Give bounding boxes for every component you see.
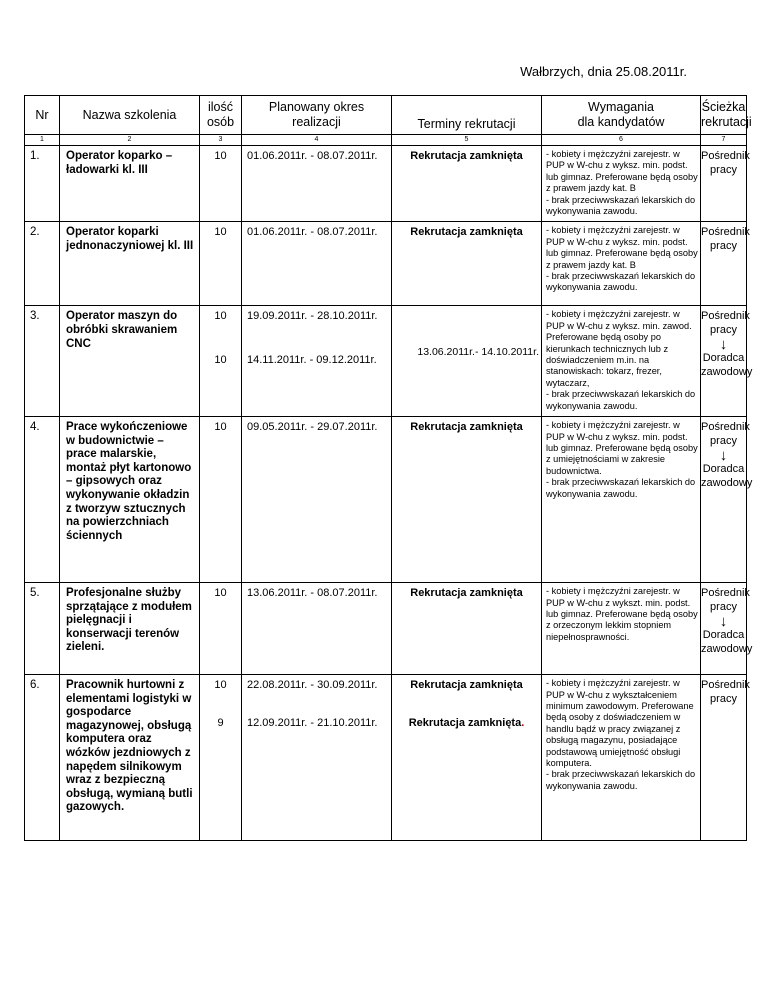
header-nr: Nr xyxy=(25,96,60,135)
document-date: Wałbrzych, dnia 25.08.2011r. xyxy=(520,64,687,79)
column-number: 2 xyxy=(60,135,200,146)
path-step: Doradca zawodowy xyxy=(701,352,753,378)
planned-period: 09.05.2011r. - 29.07.2011r. xyxy=(247,421,378,434)
recruitment-status: Rekrutacja zamknięta xyxy=(410,679,523,692)
recruitment-path xyxy=(701,417,753,490)
training-name: Operator koparki jednonaczyniowej kl. III xyxy=(66,226,194,253)
training-name-cell xyxy=(60,306,200,417)
recruitment-path-cell xyxy=(701,222,750,306)
row-number: 6. xyxy=(30,679,40,692)
column-number: 7 xyxy=(701,135,747,146)
row-number: 5. xyxy=(30,587,40,600)
header-requirements: Wymagania dla kandydatów xyxy=(542,96,701,135)
candidate-requirements: - kobiety i mężczyźni zarejestr. w PUP w W-chu z wyksz. min. podst. lub gimnaz. Preferowane będą osoby z prawem jazdy kat. B - brak przeciwwskazań lekarskich do wykonywania zawodu. xyxy=(546,225,698,293)
training-name-cell xyxy=(60,146,200,222)
table-row xyxy=(25,417,747,583)
path-step: Pośrednik pracy xyxy=(701,226,750,252)
path-step: Pośrednik pracy xyxy=(701,421,750,447)
training-name-cell xyxy=(60,583,200,675)
quantity-cell xyxy=(200,417,242,583)
header-row xyxy=(25,96,747,135)
recruitment-status: Rekrutacja zamknięta. xyxy=(408,717,525,730)
quantity-cell xyxy=(200,675,242,841)
column-number-row xyxy=(25,135,747,146)
candidate-requirements: - kobiety i mężczyźni zarejestr. w PUP w W-chu z wyksz. min. podst. lub gimnaz. Preferowane będą osoby z umiejętnościami w zakresie budownictwa. - brak przeciwwskazań lekarskich do wykonywania zawodu. xyxy=(546,420,698,499)
participants-count: 10 xyxy=(214,421,227,434)
row-number-cell xyxy=(25,306,60,417)
recruitment-status: Rekrutacja zamknięta xyxy=(410,421,523,434)
training-name: Prace wykończeniowe w budownictwie – prace malarskie, montaż płyt kartonowo – gipsowych oraz wykonywanie okładzin z tworzyw sztucznych na powierzchniach ściennych xyxy=(66,421,192,542)
participants-count: 10 xyxy=(214,587,227,600)
training-name-cell xyxy=(60,675,200,841)
path-step: Doradca zawodowy xyxy=(701,629,753,655)
arrow-down-icon: ↓ xyxy=(719,447,728,465)
training-name: Profesjonalne służby sprzątające z modułem pielęgnacji i konserwacji terenów zieleni. xyxy=(66,587,192,654)
path-step: Pośrednik pracy xyxy=(701,679,750,705)
arrow-down-icon: ↓ xyxy=(719,613,728,631)
arrow-down-icon: ↓ xyxy=(719,336,728,354)
recruitment-path-cell xyxy=(701,146,750,222)
participants-count: 9 xyxy=(217,717,224,730)
candidate-requirements: - kobiety i mężczyźni zarejestr. w PUP w W-chu z wyksz. min. zawod. Preferowane będą osoby po kierunkach technicznych lub z doświadczeniem m.in. na stanowiskach: tokarz, frezer, wytaczarz, - brak przeciwwskazań lekarskich do wykonywania zawodu. xyxy=(546,309,696,411)
requirements-cell xyxy=(542,146,701,222)
quantity-cell xyxy=(200,583,242,675)
requirements-cell xyxy=(542,417,701,583)
path-step: Pośrednik pracy xyxy=(701,150,750,176)
recruitment-status: 13.06.2011r.- 14.10.2011r. xyxy=(417,346,539,359)
recruitment-terms-cell xyxy=(392,146,542,222)
table-row xyxy=(25,675,747,841)
table-row xyxy=(25,222,747,306)
recruitment-terms-cell xyxy=(392,222,542,306)
period-cell xyxy=(242,583,392,675)
recruitment-path xyxy=(701,306,753,379)
requirements-cell xyxy=(542,222,701,306)
candidate-requirements: - kobiety i mężczyźni zarejestr. w PUP w W-chu z wykszt. min. podst. lub gimnaz. Preferowane będą osoby z orzeczonym lekkim stopniem niepełnosprawności. xyxy=(546,586,698,642)
requirements-cell xyxy=(542,675,701,841)
recruitment-terms-cell xyxy=(392,417,542,583)
planned-period: 12.09.2011r. - 21.10.2011r. xyxy=(247,717,378,730)
column-number: 5 xyxy=(392,135,542,146)
header-terms: Terminy rekrutacji xyxy=(392,96,542,135)
period-cell xyxy=(242,417,392,583)
participants-count: 10 xyxy=(214,226,227,239)
header-path: Ścieżka rekrutacji xyxy=(701,96,747,135)
column-number: 6 xyxy=(542,135,701,146)
table-row xyxy=(25,306,747,417)
path-step: Pośrednik pracy xyxy=(701,310,750,336)
table-row xyxy=(25,146,747,222)
row-number: 3. xyxy=(30,310,40,323)
period-cell xyxy=(242,146,392,222)
planned-period: 22.08.2011r. - 30.09.2011r. xyxy=(247,679,378,692)
training-name: Operator koparko – ładowarki kl. III xyxy=(66,150,173,176)
recruitment-path-cell xyxy=(701,675,750,841)
recruitment-terms-cell xyxy=(392,583,542,675)
row-number-cell xyxy=(25,417,60,583)
participants-count: 10 xyxy=(214,150,227,162)
recruitment-path-cell xyxy=(701,417,753,583)
recruitment-status: Rekrutacja zamknięta xyxy=(410,587,523,600)
planned-period: 19.09.2011r. - 28.10.2011r. xyxy=(247,310,378,323)
column-number: 1 xyxy=(25,135,60,146)
row-number-cell xyxy=(25,146,60,222)
recruitment-status: Rekrutacja zamknięta xyxy=(410,150,523,162)
participants-count: 10 xyxy=(214,354,227,367)
participants-count: 10 xyxy=(214,310,227,323)
quantity-cell xyxy=(200,222,242,306)
path-step: Pośrednik pracy xyxy=(701,587,750,613)
period-cell xyxy=(242,222,392,306)
header-qty: ilość osób xyxy=(200,96,242,135)
recruitment-status: Rekrutacja zamknięta xyxy=(410,226,523,239)
recruitment-path xyxy=(701,675,750,706)
requirements-cell xyxy=(542,306,701,417)
trailing-dot: . xyxy=(521,717,525,730)
planned-period: 01.06.2011r. - 08.07.2011r. xyxy=(247,150,378,162)
training-name-cell xyxy=(60,417,200,583)
recruitment-terms-cell xyxy=(392,306,542,417)
period-cell xyxy=(242,675,392,841)
planned-period: 14.11.2011r. - 09.12.2011r. xyxy=(247,354,377,367)
row-number-cell xyxy=(25,583,60,675)
candidate-requirements: - kobiety i mężczyźni zarejestr. w PUP w W-chu z wykształceniem minimum zawodowym. Preferowane będą osoby z doświadczeniem w handlu bądź w pracy związanej z obsługą magazynu, posiadające podstawową umiejętność obsługi komputera. - brak przeciwwskazań lekarskich do wykonywania zawodu. xyxy=(546,678,696,791)
row-number-cell xyxy=(25,675,60,841)
planned-period: 13.06.2011r. - 08.07.2011r. xyxy=(247,587,378,600)
training-table xyxy=(24,95,753,841)
row-number: 2. xyxy=(30,226,40,239)
candidate-requirements: - kobiety i mężczyźni zarejestr. w PUP w W-chu z wyksz. min. podst. lub gimnaz. Preferowane będą osoby z prawem jazdy kat. B - brak przeciwwskazań lekarskich do wykonywania zawodu. xyxy=(546,149,698,217)
recruitment-terms-cell xyxy=(392,675,542,841)
training-name-cell xyxy=(60,222,200,306)
recruitment-path xyxy=(701,583,753,656)
column-number: 3 xyxy=(200,135,242,146)
recruitment-path-cell xyxy=(701,306,753,417)
period-cell xyxy=(242,306,392,417)
header-period: Planowany okres realizacji xyxy=(242,96,392,135)
participants-count: 10 xyxy=(214,679,227,692)
quantity-cell xyxy=(200,146,242,222)
table-row xyxy=(25,583,747,675)
recruitment-path xyxy=(701,146,750,177)
training-name: Operator maszyn do obróbki skrawaniem CNC xyxy=(66,310,178,350)
row-number-cell xyxy=(25,222,60,306)
header-name: Nazwa szkolenia xyxy=(60,96,200,135)
quantity-cell xyxy=(200,306,242,417)
row-number: 4. xyxy=(30,421,40,434)
recruitment-path xyxy=(701,222,750,253)
requirements-cell xyxy=(542,583,701,675)
row-number: 1. xyxy=(30,150,40,162)
column-number: 4 xyxy=(242,135,392,146)
training-name: Pracownik hurtowni z elementami logistyki w gospodarce magazynowej, obsługą komputera oraz wózków jezdniowych z napędem silnikowym wraz z bezpieczną obsługą, wymianą butli gazowych. xyxy=(66,679,193,814)
planned-period: 01.06.2011r. - 08.07.2011r. xyxy=(247,226,378,239)
path-step: Doradca zawodowy xyxy=(701,463,753,489)
recruitment-path-cell xyxy=(701,583,753,675)
